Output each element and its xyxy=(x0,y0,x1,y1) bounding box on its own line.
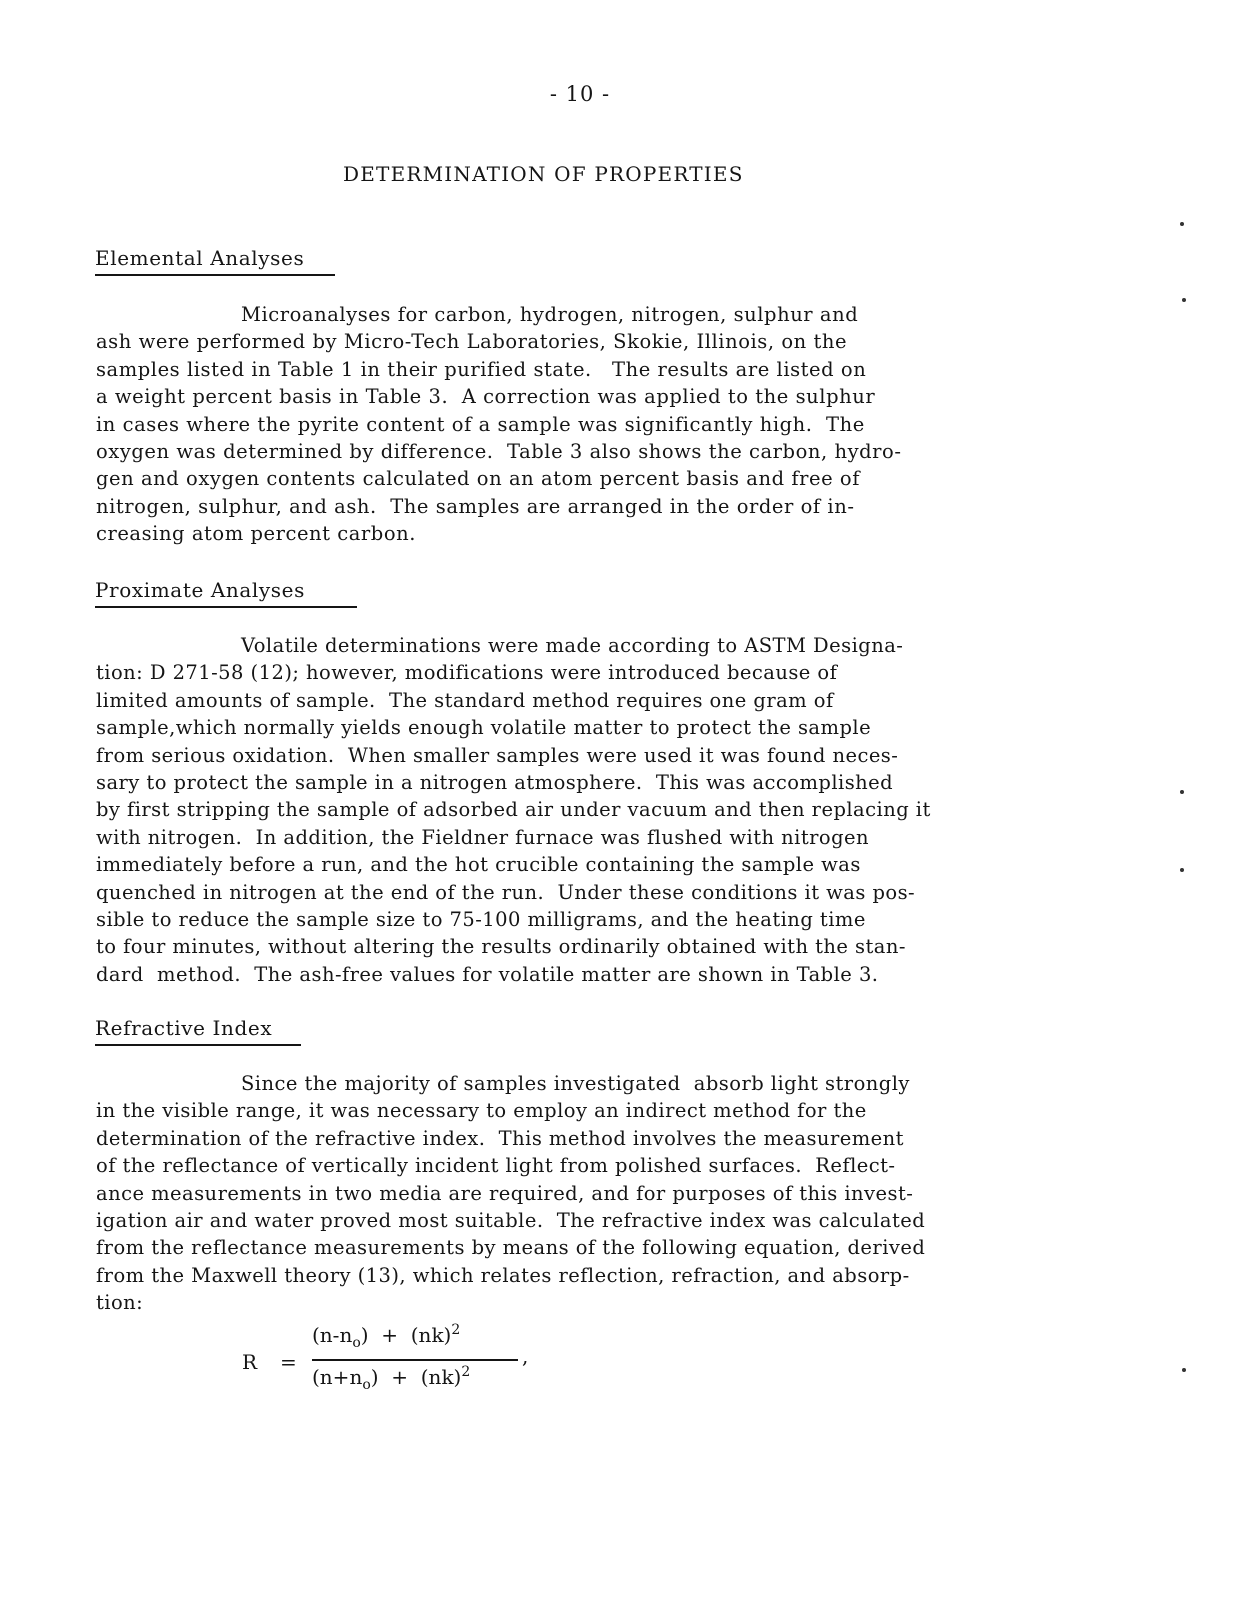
denominator-subscript: o xyxy=(362,1377,371,1393)
equation-equals-sign: = xyxy=(280,1350,297,1374)
text-line: Microanalyses for carbon, hydrogen, nitrogen, sulphur and xyxy=(241,303,859,326)
text-line: from serious oxidation. When smaller samples were used it was found neces- xyxy=(96,743,899,767)
text-line: by first stripping the sample of adsorbed air under vacuum and then replacing it xyxy=(96,798,931,822)
text-line: in the visible range, it was necessary to employ an indirect method for the xyxy=(96,1099,867,1123)
text-line: a weight percent basis in Table 3. A correction was applied to the sulphur xyxy=(96,385,876,409)
denominator-part: (n+n xyxy=(312,1365,363,1389)
numerator-subscript: o xyxy=(352,1335,361,1351)
text-line: determination of the refractive index. This method involves the measurement xyxy=(96,1126,904,1150)
text-line: from the reflectance measurements by means of the following equation, derived xyxy=(96,1236,926,1260)
paragraph-refractive-index xyxy=(96,1070,1086,1317)
denominator-superscript: 2 xyxy=(461,1364,471,1380)
text-line: samples listed in Table 1 in their purified state. The results are listed on xyxy=(96,357,867,381)
text-line: Volatile determinations were made according to ASTM Designa- xyxy=(241,634,904,657)
text-line: quenched in nitrogen at the end of the run. Under these conditions it was pos- xyxy=(96,880,916,904)
scan-speck xyxy=(1182,298,1186,302)
section-heading-refractive-index: Refractive Index xyxy=(95,1016,301,1046)
text-line: of the reflectance of vertically incident light from polished surfaces. Reflect- xyxy=(96,1154,896,1178)
numerator-part: ) + (nk) xyxy=(360,1323,452,1347)
equation-denominator xyxy=(312,1364,470,1393)
scan-speck xyxy=(1180,222,1184,226)
text-line: oxygen was determined by difference. Table 3 also shows the carbon, hydro- xyxy=(96,440,902,464)
text-line: sample,which normally yields enough volatile matter to protect the sample xyxy=(96,716,872,740)
text-line: dard method. The ash-free values for volatile matter are shown in Table 3. xyxy=(96,962,879,986)
scan-speck xyxy=(1180,790,1184,794)
text-line: tion: D 271-58 (12); however, modifications were introduced because of xyxy=(96,661,838,685)
denominator-part: ) + (nk) xyxy=(370,1365,462,1389)
text-line: ash were performed by Micro-Tech Laboratories, Skokie, Illinois, on the xyxy=(96,330,848,354)
numerator-part: (n-n xyxy=(312,1323,353,1347)
text-line: ance measurements in two media are required, and for purposes of this invest- xyxy=(96,1181,914,1205)
text-line: Since the majority of samples investigated absorb light strongly xyxy=(241,1072,910,1095)
text-line: with nitrogen. In addition, the Fieldner furnace was flushed with nitrogen xyxy=(96,825,870,849)
page-title: DETERMINATION OF PROPERTIES xyxy=(343,162,744,186)
numerator-superscript: 2 xyxy=(451,1322,461,1338)
section-heading-elemental-analyses: Elemental Analyses xyxy=(95,246,335,276)
text-line: sary to protect the sample in a nitrogen atmosphere. This was accomplished xyxy=(96,771,894,795)
text-line: creasing atom percent carbon. xyxy=(96,522,416,546)
text-line: from the Maxwell theory (13), which relates reflection, refraction, and absorp- xyxy=(96,1263,910,1287)
reflectance-equation xyxy=(242,1322,542,1412)
equation-numerator xyxy=(312,1322,460,1351)
scan-speck xyxy=(1182,1368,1186,1372)
text-line: nitrogen, sulphur, and ash. The samples are arranged in the order of in- xyxy=(96,494,855,518)
equation-lhs: R xyxy=(242,1350,258,1374)
paragraph-elemental-analyses xyxy=(96,301,1086,548)
page-number: - 10 - xyxy=(549,82,611,106)
text-line: immediately before a run, and the hot crucible containing the sample was xyxy=(96,853,861,877)
text-line: to four minutes, without altering the results ordinarily obtained with the stan- xyxy=(96,935,906,959)
text-line: in cases where the pyrite content of a sample was significantly high. The xyxy=(96,412,865,436)
text-line: gen and oxygen contents calculated on an atom percent basis and free of xyxy=(96,467,860,491)
text-line: sible to reduce the sample size to 75-100 milligrams, and the heating time xyxy=(96,908,866,932)
fraction-bar xyxy=(312,1359,518,1361)
scan-speck xyxy=(1180,868,1184,872)
text-line: limited amounts of sample. The standard method requires one gram of xyxy=(96,688,834,712)
text-line: tion: xyxy=(96,1291,144,1315)
section-heading-proximate-analyses: Proximate Analyses xyxy=(95,578,357,608)
equation-trailing-comma: , xyxy=(522,1344,529,1368)
text-line: igation air and water proved most suitable. The refractive index was calculated xyxy=(96,1209,926,1233)
paragraph-proximate-analyses xyxy=(96,632,1086,988)
